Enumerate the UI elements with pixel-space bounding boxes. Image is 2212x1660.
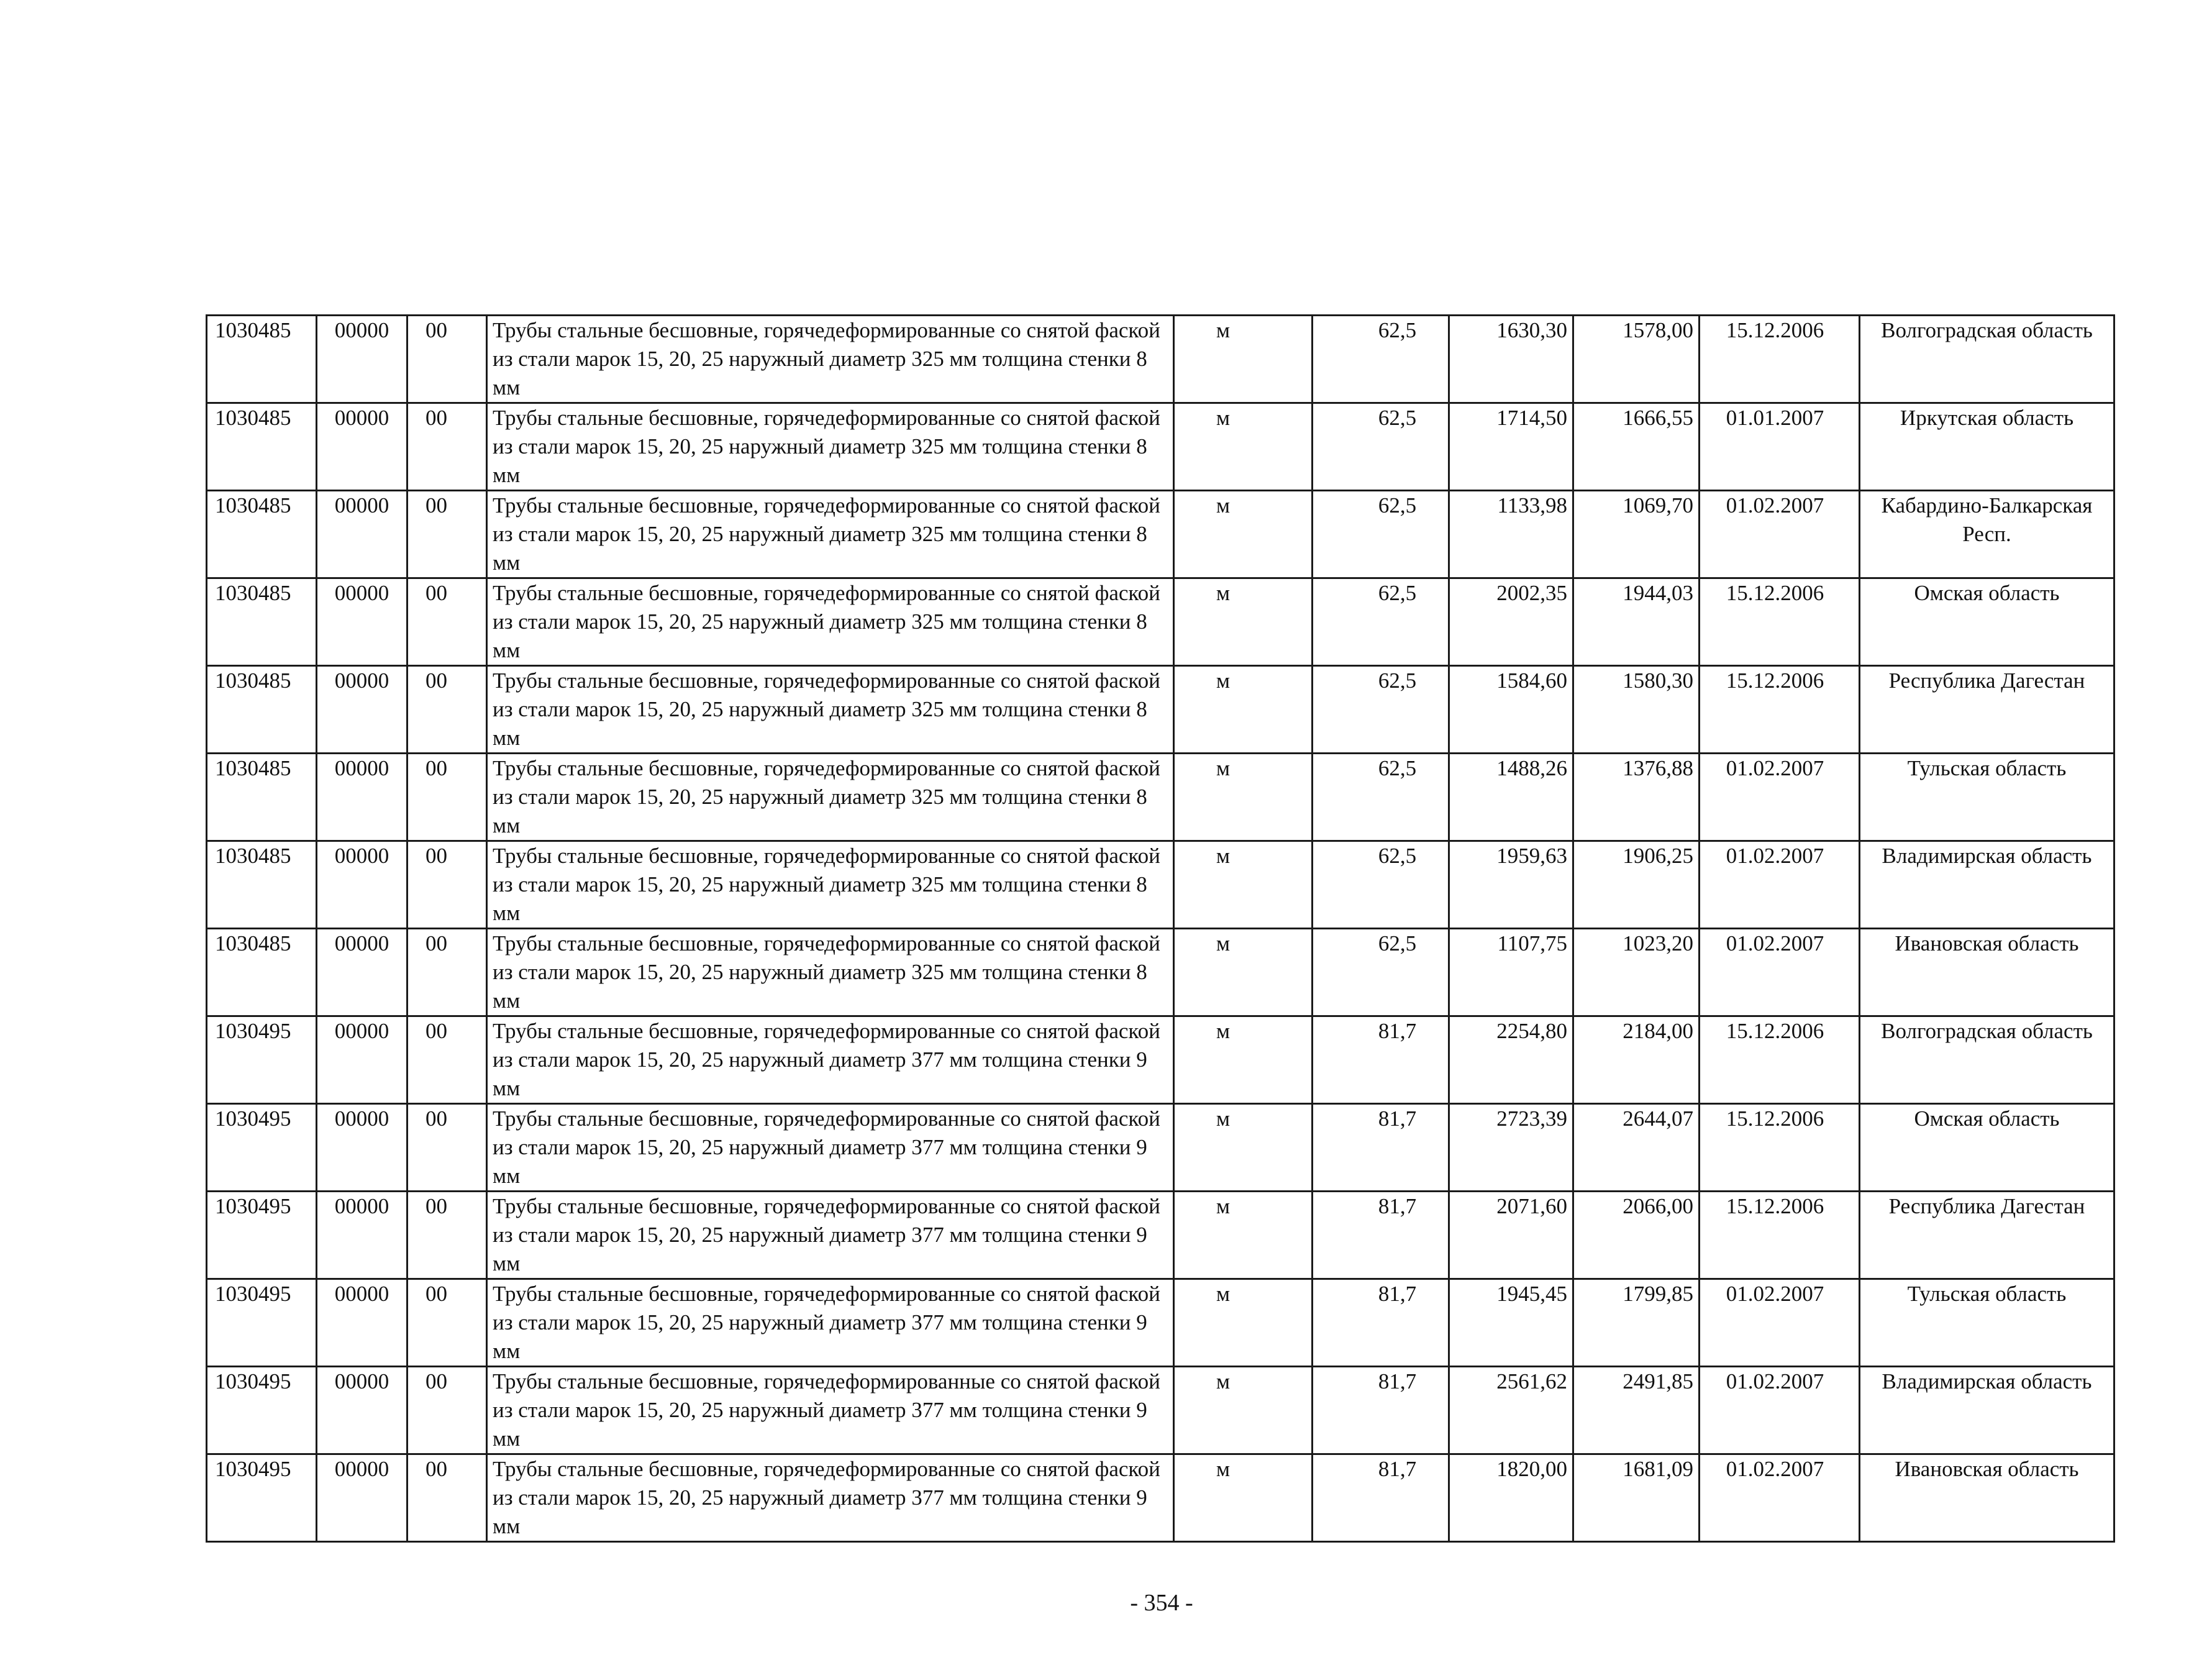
- suffix-code-cell: 00: [407, 1016, 487, 1104]
- table-row: [207, 929, 2114, 1016]
- suffix-code-cell: 00: [407, 491, 487, 578]
- unit-cell: м: [1174, 1016, 1313, 1104]
- resource-code-cell: 1030485: [207, 316, 317, 403]
- price-with-vat-cell: 2254,80: [1449, 1016, 1573, 1104]
- date-cell: 15.12.2006: [1700, 578, 1860, 666]
- mass-cell: 81,7: [1313, 1367, 1449, 1454]
- region-cell: Республика Дагестан: [1860, 666, 2114, 754]
- region-cell: Волгоградская область: [1860, 316, 2114, 403]
- price-cell: 2491,85: [1573, 1367, 1700, 1454]
- unit-cell: м: [1174, 1367, 1313, 1454]
- resource-code-cell: 1030495: [207, 1367, 317, 1454]
- price-cell: 1580,30: [1573, 666, 1700, 754]
- sub-code-cell: 00000: [317, 841, 407, 929]
- region-cell: Республика Дагестан: [1860, 1192, 2114, 1279]
- price-with-vat-cell: 1820,00: [1449, 1454, 1573, 1542]
- resource-code-cell: 1030485: [207, 841, 317, 929]
- sub-code-cell: 00000: [317, 1367, 407, 1454]
- price-with-vat-cell: 1584,60: [1449, 666, 1573, 754]
- table-row: [207, 666, 2114, 754]
- resource-code-cell: 1030485: [207, 754, 317, 841]
- date-cell: 15.12.2006: [1700, 1192, 1860, 1279]
- resource-code-cell: 1030495: [207, 1104, 317, 1192]
- price-cell: 1376,88: [1573, 754, 1700, 841]
- suffix-code-cell: 00: [407, 666, 487, 754]
- table-row: [207, 1192, 2114, 1279]
- table-row: [207, 1016, 2114, 1104]
- suffix-code-cell: 00: [407, 578, 487, 666]
- description-cell: Трубы стальные бесшовные, горячедеформированные со снятой фаской из стали марок 15, 20, 25 наружный диаметр 377 мм толщина стенки 9 мм: [487, 1192, 1174, 1279]
- resource-code-cell: 1030485: [207, 403, 317, 491]
- price-with-vat-cell: 1133,98: [1449, 491, 1573, 578]
- price-cell: 1681,09: [1573, 1454, 1700, 1542]
- resource-code-cell: 1030485: [207, 578, 317, 666]
- suffix-code-cell: 00: [407, 929, 487, 1016]
- table-row: [207, 578, 2114, 666]
- unit-cell: м: [1174, 491, 1313, 578]
- unit-cell: м: [1174, 666, 1313, 754]
- resource-code-cell: 1030495: [207, 1454, 317, 1542]
- price-cell: 2184,00: [1573, 1016, 1700, 1104]
- unit-cell: м: [1174, 754, 1313, 841]
- description-cell: Трубы стальные бесшовные, горячедеформированные со снятой фаской из стали марок 15, 20, 25 наружный диаметр 325 мм толщина стенки 8 мм: [487, 841, 1174, 929]
- date-cell: 01.02.2007: [1700, 1279, 1860, 1367]
- resource-code-cell: 1030495: [207, 1192, 317, 1279]
- mass-cell: 62,5: [1313, 578, 1449, 666]
- table-row: [207, 841, 2114, 929]
- price-with-vat-cell: 2002,35: [1449, 578, 1573, 666]
- price-with-vat-cell: 2561,62: [1449, 1367, 1573, 1454]
- sub-code-cell: 00000: [317, 316, 407, 403]
- page-number: - 354 -: [1130, 1590, 1193, 1616]
- mass-cell: 62,5: [1313, 316, 1449, 403]
- region-cell: Ивановская область: [1860, 929, 2114, 1016]
- sub-code-cell: 00000: [317, 1192, 407, 1279]
- suffix-code-cell: 00: [407, 841, 487, 929]
- sub-code-cell: 00000: [317, 1104, 407, 1192]
- price-cell: 1906,25: [1573, 841, 1700, 929]
- unit-cell: м: [1174, 1454, 1313, 1542]
- description-cell: Трубы стальные бесшовные, горячедеформированные со снятой фаской из стали марок 15, 20, 25 наружный диаметр 377 мм толщина стенки 9 мм: [487, 1367, 1174, 1454]
- table-row: [207, 1454, 2114, 1542]
- price-with-vat-cell: 1488,26: [1449, 754, 1573, 841]
- price-with-vat-cell: 1714,50: [1449, 403, 1573, 491]
- date-cell: 01.02.2007: [1700, 1367, 1860, 1454]
- suffix-code-cell: 00: [407, 1454, 487, 1542]
- resource-code-cell: 1030495: [207, 1016, 317, 1104]
- date-cell: 01.02.2007: [1700, 1454, 1860, 1542]
- sub-code-cell: 00000: [317, 666, 407, 754]
- sub-code-cell: 00000: [317, 403, 407, 491]
- mass-cell: 81,7: [1313, 1279, 1449, 1367]
- table-row: [207, 403, 2114, 491]
- table-row: [207, 1367, 2114, 1454]
- region-cell: Ивановская область: [1860, 1454, 2114, 1542]
- description-cell: Трубы стальные бесшовные, горячедеформированные со снятой фаской из стали марок 15, 20, 25 наружный диаметр 377 мм толщина стенки 9 мм: [487, 1454, 1174, 1542]
- date-cell: 15.12.2006: [1700, 666, 1860, 754]
- unit-cell: м: [1174, 929, 1313, 1016]
- mass-cell: 62,5: [1313, 491, 1449, 578]
- mass-cell: 62,5: [1313, 841, 1449, 929]
- price-with-vat-cell: 2071,60: [1449, 1192, 1573, 1279]
- price-cell: 1666,55: [1573, 403, 1700, 491]
- unit-cell: м: [1174, 316, 1313, 403]
- mass-cell: 62,5: [1313, 754, 1449, 841]
- price-cell: 1799,85: [1573, 1279, 1700, 1367]
- price-table: [206, 314, 2115, 1543]
- description-cell: Трубы стальные бесшовные, горячедеформированные со снятой фаской из стали марок 15, 20, 25 наружный диаметр 325 мм толщина стенки 8 мм: [487, 929, 1174, 1016]
- mass-cell: 62,5: [1313, 929, 1449, 1016]
- region-cell: Волгоградская область: [1860, 1016, 2114, 1104]
- sub-code-cell: 00000: [317, 578, 407, 666]
- description-cell: Трубы стальные бесшовные, горячедеформированные со снятой фаской из стали марок 15, 20, 25 наружный диаметр 377 мм толщина стенки 9 мм: [487, 1016, 1174, 1104]
- mass-cell: 62,5: [1313, 403, 1449, 491]
- table-row: [207, 754, 2114, 841]
- unit-cell: м: [1174, 403, 1313, 491]
- unit-cell: м: [1174, 1279, 1313, 1367]
- sub-code-cell: 00000: [317, 754, 407, 841]
- resource-code-cell: 1030485: [207, 491, 317, 578]
- price-cell: 1578,00: [1573, 316, 1700, 403]
- resource-code-cell: 1030495: [207, 1279, 317, 1367]
- mass-cell: 81,7: [1313, 1104, 1449, 1192]
- date-cell: 15.12.2006: [1700, 316, 1860, 403]
- price-with-vat-cell: 1945,45: [1449, 1279, 1573, 1367]
- unit-cell: м: [1174, 1192, 1313, 1279]
- date-cell: 01.02.2007: [1700, 841, 1860, 929]
- price-with-vat-cell: 1959,63: [1449, 841, 1573, 929]
- unit-cell: м: [1174, 1104, 1313, 1192]
- price-cell: 1023,20: [1573, 929, 1700, 1016]
- price-table-body: [207, 316, 2114, 1542]
- description-cell: Трубы стальные бесшовные, горячедеформированные со снятой фаской из стали марок 15, 20, 25 наружный диаметр 325 мм толщина стенки 8 мм: [487, 491, 1174, 578]
- sub-code-cell: 00000: [317, 1454, 407, 1542]
- description-cell: Трубы стальные бесшовные, горячедеформированные со снятой фаской из стали марок 15, 20, 25 наружный диаметр 325 мм толщина стенки 8 мм: [487, 754, 1174, 841]
- price-cell: 1069,70: [1573, 491, 1700, 578]
- table-row: [207, 1104, 2114, 1192]
- unit-cell: м: [1174, 578, 1313, 666]
- date-cell: 15.12.2006: [1700, 1104, 1860, 1192]
- suffix-code-cell: 00: [407, 1104, 487, 1192]
- region-cell: Тульская область: [1860, 754, 2114, 841]
- sub-code-cell: 00000: [317, 1016, 407, 1104]
- mass-cell: 81,7: [1313, 1192, 1449, 1279]
- region-cell: Кабардино-Балкарская Респ.: [1860, 491, 2114, 578]
- description-cell: Трубы стальные бесшовные, горячедеформированные со снятой фаской из стали марок 15, 20, 25 наружный диаметр 325 мм толщина стенки 8 мм: [487, 316, 1174, 403]
- suffix-code-cell: 00: [407, 1279, 487, 1367]
- region-cell: Владимирская область: [1860, 841, 2114, 929]
- description-cell: Трубы стальные бесшовные, горячедеформированные со снятой фаской из стали марок 15, 20, 25 наружный диаметр 325 мм толщина стенки 8 мм: [487, 403, 1174, 491]
- date-cell: 01.02.2007: [1700, 754, 1860, 841]
- mass-cell: 81,7: [1313, 1016, 1449, 1104]
- description-cell: Трубы стальные бесшовные, горячедеформированные со снятой фаской из стали марок 15, 20, 25 наружный диаметр 377 мм толщина стенки 9 мм: [487, 1104, 1174, 1192]
- date-cell: 01.02.2007: [1700, 929, 1860, 1016]
- region-cell: Владимирская область: [1860, 1367, 2114, 1454]
- price-with-vat-cell: 1107,75: [1449, 929, 1573, 1016]
- table-row: [207, 1279, 2114, 1367]
- resource-code-cell: 1030485: [207, 666, 317, 754]
- price-with-vat-cell: 2723,39: [1449, 1104, 1573, 1192]
- region-cell: Тульская область: [1860, 1279, 2114, 1367]
- price-cell: 2644,07: [1573, 1104, 1700, 1192]
- region-cell: Омская область: [1860, 578, 2114, 666]
- description-cell: Трубы стальные бесшовные, горячедеформированные со снятой фаской из стали марок 15, 20, 25 наружный диаметр 325 мм толщина стенки 8 мм: [487, 666, 1174, 754]
- table-row: [207, 316, 2114, 403]
- suffix-code-cell: 00: [407, 1192, 487, 1279]
- unit-cell: м: [1174, 841, 1313, 929]
- description-cell: Трубы стальные бесшовные, горячедеформированные со снятой фаской из стали марок 15, 20, 25 наружный диаметр 325 мм толщина стенки 8 мм: [487, 578, 1174, 666]
- date-cell: 15.12.2006: [1700, 1016, 1860, 1104]
- price-cell: 1944,03: [1573, 578, 1700, 666]
- table-row: [207, 491, 2114, 578]
- mass-cell: 62,5: [1313, 666, 1449, 754]
- sub-code-cell: 00000: [317, 491, 407, 578]
- suffix-code-cell: 00: [407, 316, 487, 403]
- date-cell: 01.02.2007: [1700, 491, 1860, 578]
- price-with-vat-cell: 1630,30: [1449, 316, 1573, 403]
- region-cell: Омская область: [1860, 1104, 2114, 1192]
- description-cell: Трубы стальные бесшовные, горячедеформированные со снятой фаской из стали марок 15, 20, 25 наружный диаметр 377 мм толщина стенки 9 мм: [487, 1279, 1174, 1367]
- sub-code-cell: 00000: [317, 1279, 407, 1367]
- resource-code-cell: 1030485: [207, 929, 317, 1016]
- mass-cell: 81,7: [1313, 1454, 1449, 1542]
- sub-code-cell: 00000: [317, 929, 407, 1016]
- suffix-code-cell: 00: [407, 403, 487, 491]
- date-cell: 01.01.2007: [1700, 403, 1860, 491]
- suffix-code-cell: 00: [407, 754, 487, 841]
- region-cell: Иркутская область: [1860, 403, 2114, 491]
- suffix-code-cell: 00: [407, 1367, 487, 1454]
- price-cell: 2066,00: [1573, 1192, 1700, 1279]
